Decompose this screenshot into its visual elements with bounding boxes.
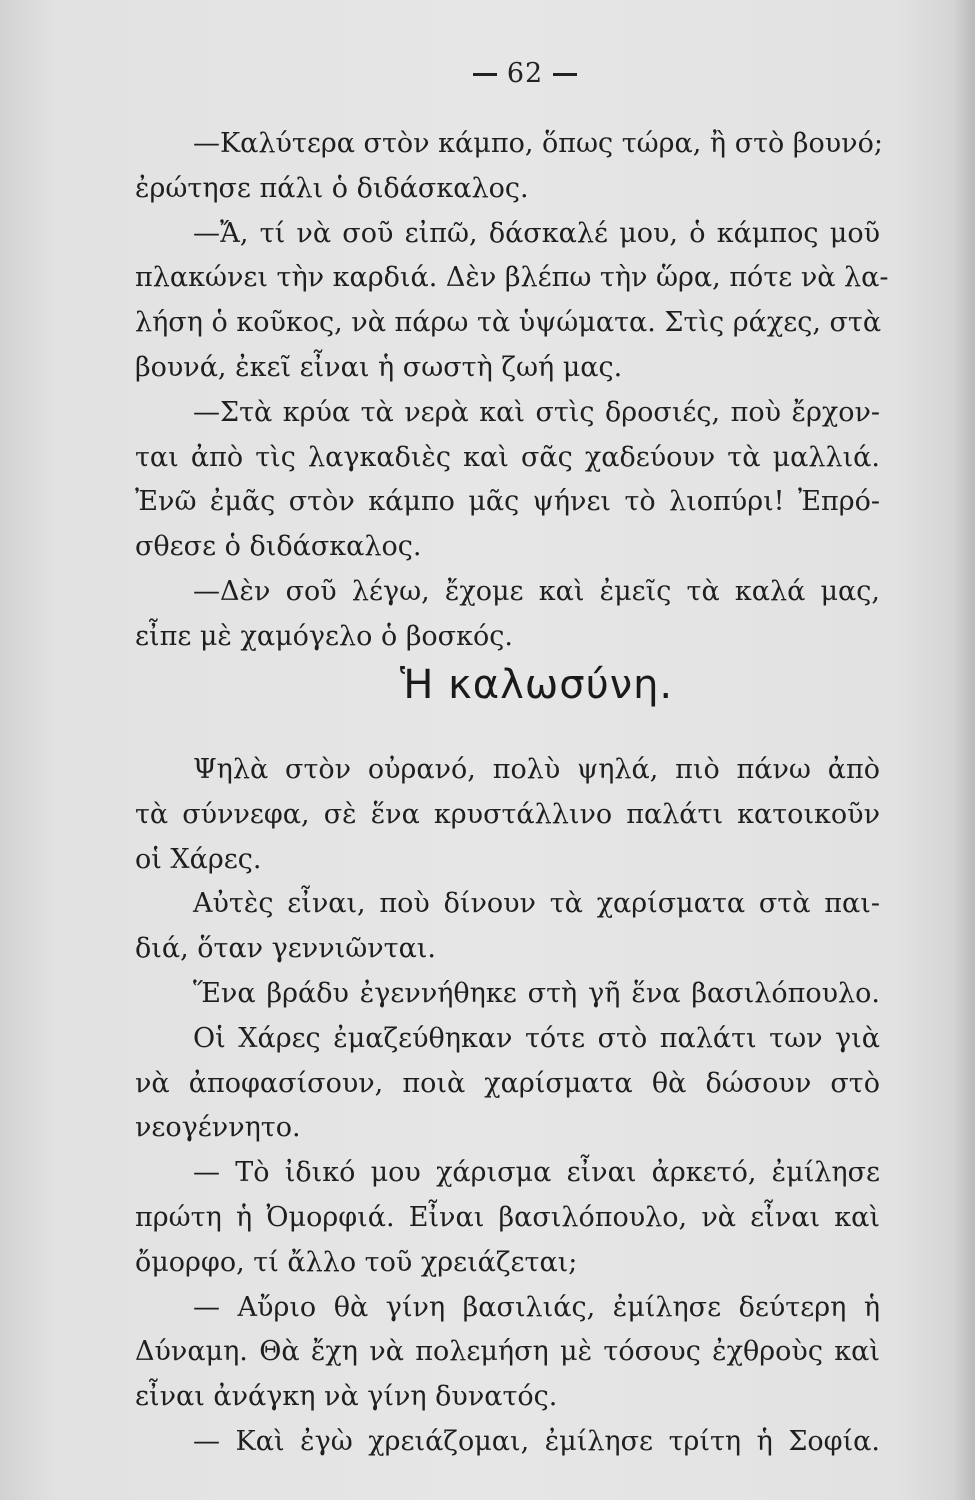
text-line: λήση ὁ κοῦκος, νὰ πάρω τὰ ὑψώματα. Στὶς ράχες, στὰ <box>135 307 882 339</box>
chapter-heading: Ἡ καλωσύνη. <box>400 662 674 708</box>
text-line: ἐρώτησε πάλι ὁ διδάσκαλος. <box>135 172 529 204</box>
text-line: ται ἀπὸ τὶς λαγκαδιὲς καὶ σᾶς χαδεύουν τὰ μαλλιά. <box>135 441 880 473</box>
text-line: — Αὔριο θὰ γίνη βασιλιάς, ἐμίλησε δεύτερη ἡ <box>193 1291 880 1323</box>
text-line: Οἱ Χάρες ἐμαζεύθηκαν τότε στὸ παλάτι των γιὰ <box>193 1022 880 1054</box>
text-line: νεογέννητο. <box>135 1112 301 1144</box>
text-line: ὄμορφο, τί ἄλλο τοῦ χρειάζεται; <box>135 1246 578 1278</box>
page-number <box>455 58 595 89</box>
text-line: τὰ σύννεφα, σὲ ἕνα κρυστάλλινο παλάτι κατοικοῦν <box>135 798 880 830</box>
page-number-left-dash <box>473 73 497 76</box>
page-edge-shadow <box>953 0 975 1500</box>
text-line: πρώτη ἡ Ὀμορφιά. Εἶναι βασιλόπουλο, νὰ εἶναι καὶ <box>135 1201 880 1233</box>
text-line: οἱ Χάρες. <box>135 843 262 875</box>
text-line: —Δὲν σοῦ λέγω, ἔχομε καὶ ἐμεῖς τὰ καλά μας, <box>193 575 880 607</box>
text-line: Ἕνα βράδυ ἐγεννήθηκε στὴ γῆ ἕνα βασιλόπουλο. <box>193 977 880 1009</box>
text-line: διά, ὅταν γεννιῶνται. <box>135 933 436 965</box>
text-line: βουνά, ἐκεῖ εἶναι ἡ σωστὴ ζωή μας. <box>135 351 623 383</box>
text-line: σθεσε ὁ διδάσκαλος. <box>135 531 422 563</box>
text-line: Δύναμη. Θὰ ἔχη νὰ πολεμήση μὲ τόσους ἐχθροὺς καὶ <box>135 1336 880 1368</box>
dialogue-section <box>135 122 889 660</box>
text-line: —Ἄ, τί νὰ σοῦ εἰπῶ, δάσκαλέ μου, ὁ κάμπος μοῦ <box>193 217 880 249</box>
text-line: — Τὸ ἰδικό μου χάρισμα εἶναι ἀρκετό, ἐμίλησε <box>193 1157 880 1189</box>
text-line: —Στὰ κρύα τὰ νερὰ καὶ στὶς δροσιές, ποὺ ἔρχον- <box>193 396 880 428</box>
page-number-text: 62 <box>506 58 544 89</box>
text-line: Αὐτὲς εἶναι, ποὺ δίνουν τὰ χαρίσματα στὰ παι- <box>193 888 880 920</box>
page-number-right-dash <box>553 73 577 76</box>
story-section <box>135 748 880 1465</box>
text-line: —Καλύτερα στὸν κάμπο, ὅπως τώρα, ἢ στὸ βουνό; <box>193 128 883 159</box>
text-line: εἶπε μὲ χαμόγελο ὁ βοσκός. <box>135 620 513 652</box>
text-line: — Καὶ ἐγὼ χρειάζομαι, ἐμίλησε τρίτη ἡ Σοφία. <box>193 1425 880 1457</box>
text-line: εἶναι ἀνάγκη νὰ γίνη δυνατός. <box>135 1381 558 1413</box>
text-line: Ψηλὰ στὸν οὐρανό, πολὺ ψηλά, πιὸ πάνω ἀπὸ <box>193 754 880 785</box>
text-line: Ἐνῶ ἐμᾶς στὸν κάμπο μᾶς ψήνει τὸ λιοπύρι! Ἐπρό- <box>135 486 880 518</box>
text-line: νὰ ἀποφασίσουν, ποιὰ χαρίσματα θὰ δώσουν στὸ <box>135 1067 880 1099</box>
text-line: πλακώνει τὴν καρδιά. Δὲν βλέπω τὴν ὥρα, πότε νὰ λα- <box>135 262 889 294</box>
